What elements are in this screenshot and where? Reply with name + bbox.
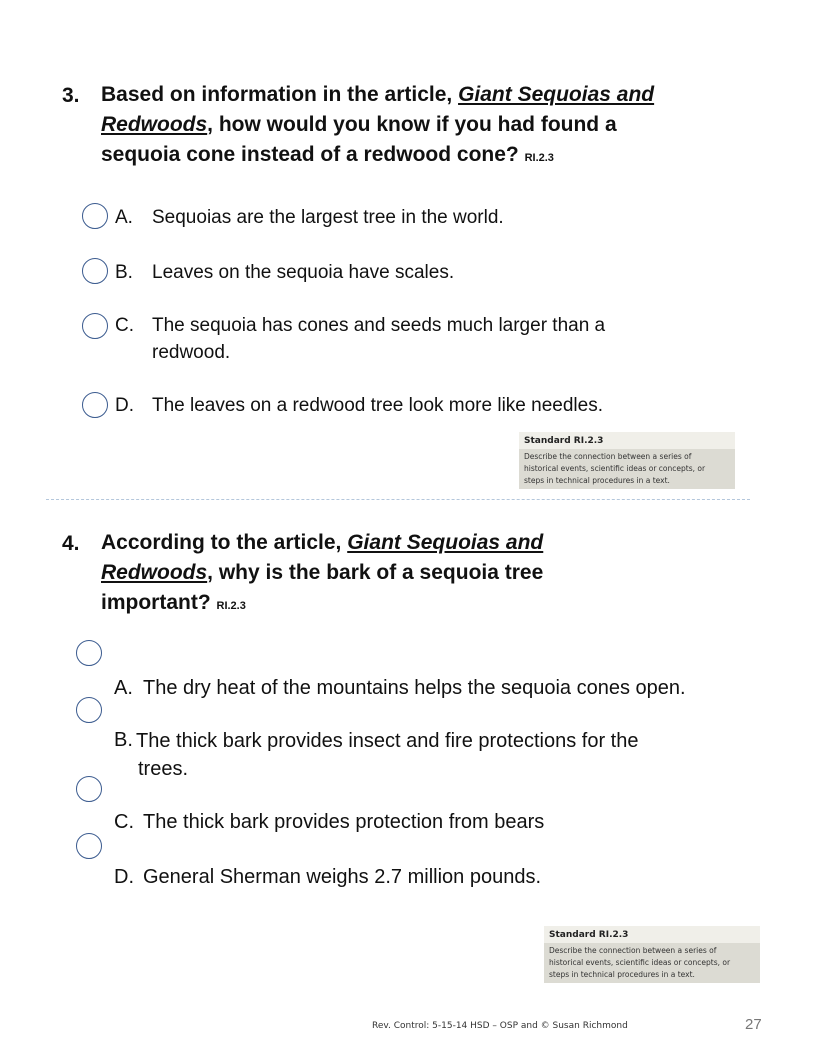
stem-line-1: Based on information in the article, Giant Sequoias and <box>101 83 655 106</box>
option-text: The sequoia has cones and seeds much larger than a redwood. <box>152 315 606 363</box>
question-stem <box>101 80 781 173</box>
standard-box <box>519 432 735 489</box>
revision-footer: Rev. Control: 5-15-14 HSD – OSP and © Susan Richmond <box>372 1021 628 1031</box>
standard-tag: RI.2.3 <box>216 600 246 612</box>
standard-box <box>544 926 760 983</box>
standard-tag: RI.2.3 <box>524 152 554 164</box>
option-letter: B. <box>115 262 133 283</box>
option-letter: C. <box>115 315 134 336</box>
answer-radio-a[interactable] <box>82 203 108 229</box>
option-letter: D. <box>115 395 134 416</box>
option-text: The thick bark provides insect and fire protections for the trees. <box>136 730 639 780</box>
article-title: Redwoods <box>101 561 208 584</box>
answer-radio-b[interactable] <box>82 258 108 284</box>
option-letter: A. <box>114 677 133 699</box>
option-letter: B. <box>114 729 133 751</box>
standard-box-description: Describe the connection between a series of historical events, scientific ideas or concepts, or steps in technical procedures in a text. <box>519 449 735 489</box>
question-stem <box>101 528 701 621</box>
answer-radio-b[interactable] <box>76 697 102 723</box>
option-letter: A. <box>115 207 133 228</box>
option-text: General Sherman weighs 2.7 million pounds. <box>143 866 541 888</box>
question-number: 3. <box>62 84 80 107</box>
option-text: The dry heat of the mountains helps the sequoia cones open. <box>143 677 686 699</box>
option-letter: D. <box>114 866 134 888</box>
article-title: Giant Sequoias and <box>458 83 655 106</box>
article-title: Redwoods <box>101 113 208 136</box>
option-letter: C. <box>114 811 134 833</box>
stem-line-3: important? RI.2.3 <box>101 591 246 614</box>
standard-box-description: Describe the connection between a series of historical events, scientific ideas or concepts, or steps in technical procedures in a text. <box>544 943 760 983</box>
answer-radio-d[interactable] <box>76 833 102 859</box>
stem-line-2: Redwoods, how would you know if you had found a <box>101 113 617 136</box>
option-text: Leaves on the sequoia have scales. <box>152 262 455 283</box>
standard-box-title: Standard RI.2.3 <box>519 432 735 449</box>
standard-box-title: Standard RI.2.3 <box>544 926 760 943</box>
option-text: The thick bark provides protection from bears <box>143 811 545 833</box>
section-divider <box>46 499 750 500</box>
stem-line-2: Redwoods, why is the bark of a sequoia tree <box>101 561 544 584</box>
answer-radio-c[interactable] <box>82 313 108 339</box>
page-number: 27 <box>745 1016 762 1033</box>
answer-radio-d[interactable] <box>82 392 108 418</box>
answer-radio-c[interactable] <box>76 776 102 802</box>
answer-radio-a[interactable] <box>76 640 102 666</box>
question-number: 4. <box>62 532 80 555</box>
option-text: Sequoias are the largest tree in the world. <box>152 207 504 228</box>
stem-line-1: According to the article, Giant Sequoias and <box>101 531 544 554</box>
stem-line-3: sequoia cone instead of a redwood cone? RI.2.3 <box>101 143 554 166</box>
article-title: Giant Sequoias and <box>347 531 544 554</box>
option-text: The leaves on a redwood tree look more like needles. <box>152 395 603 416</box>
